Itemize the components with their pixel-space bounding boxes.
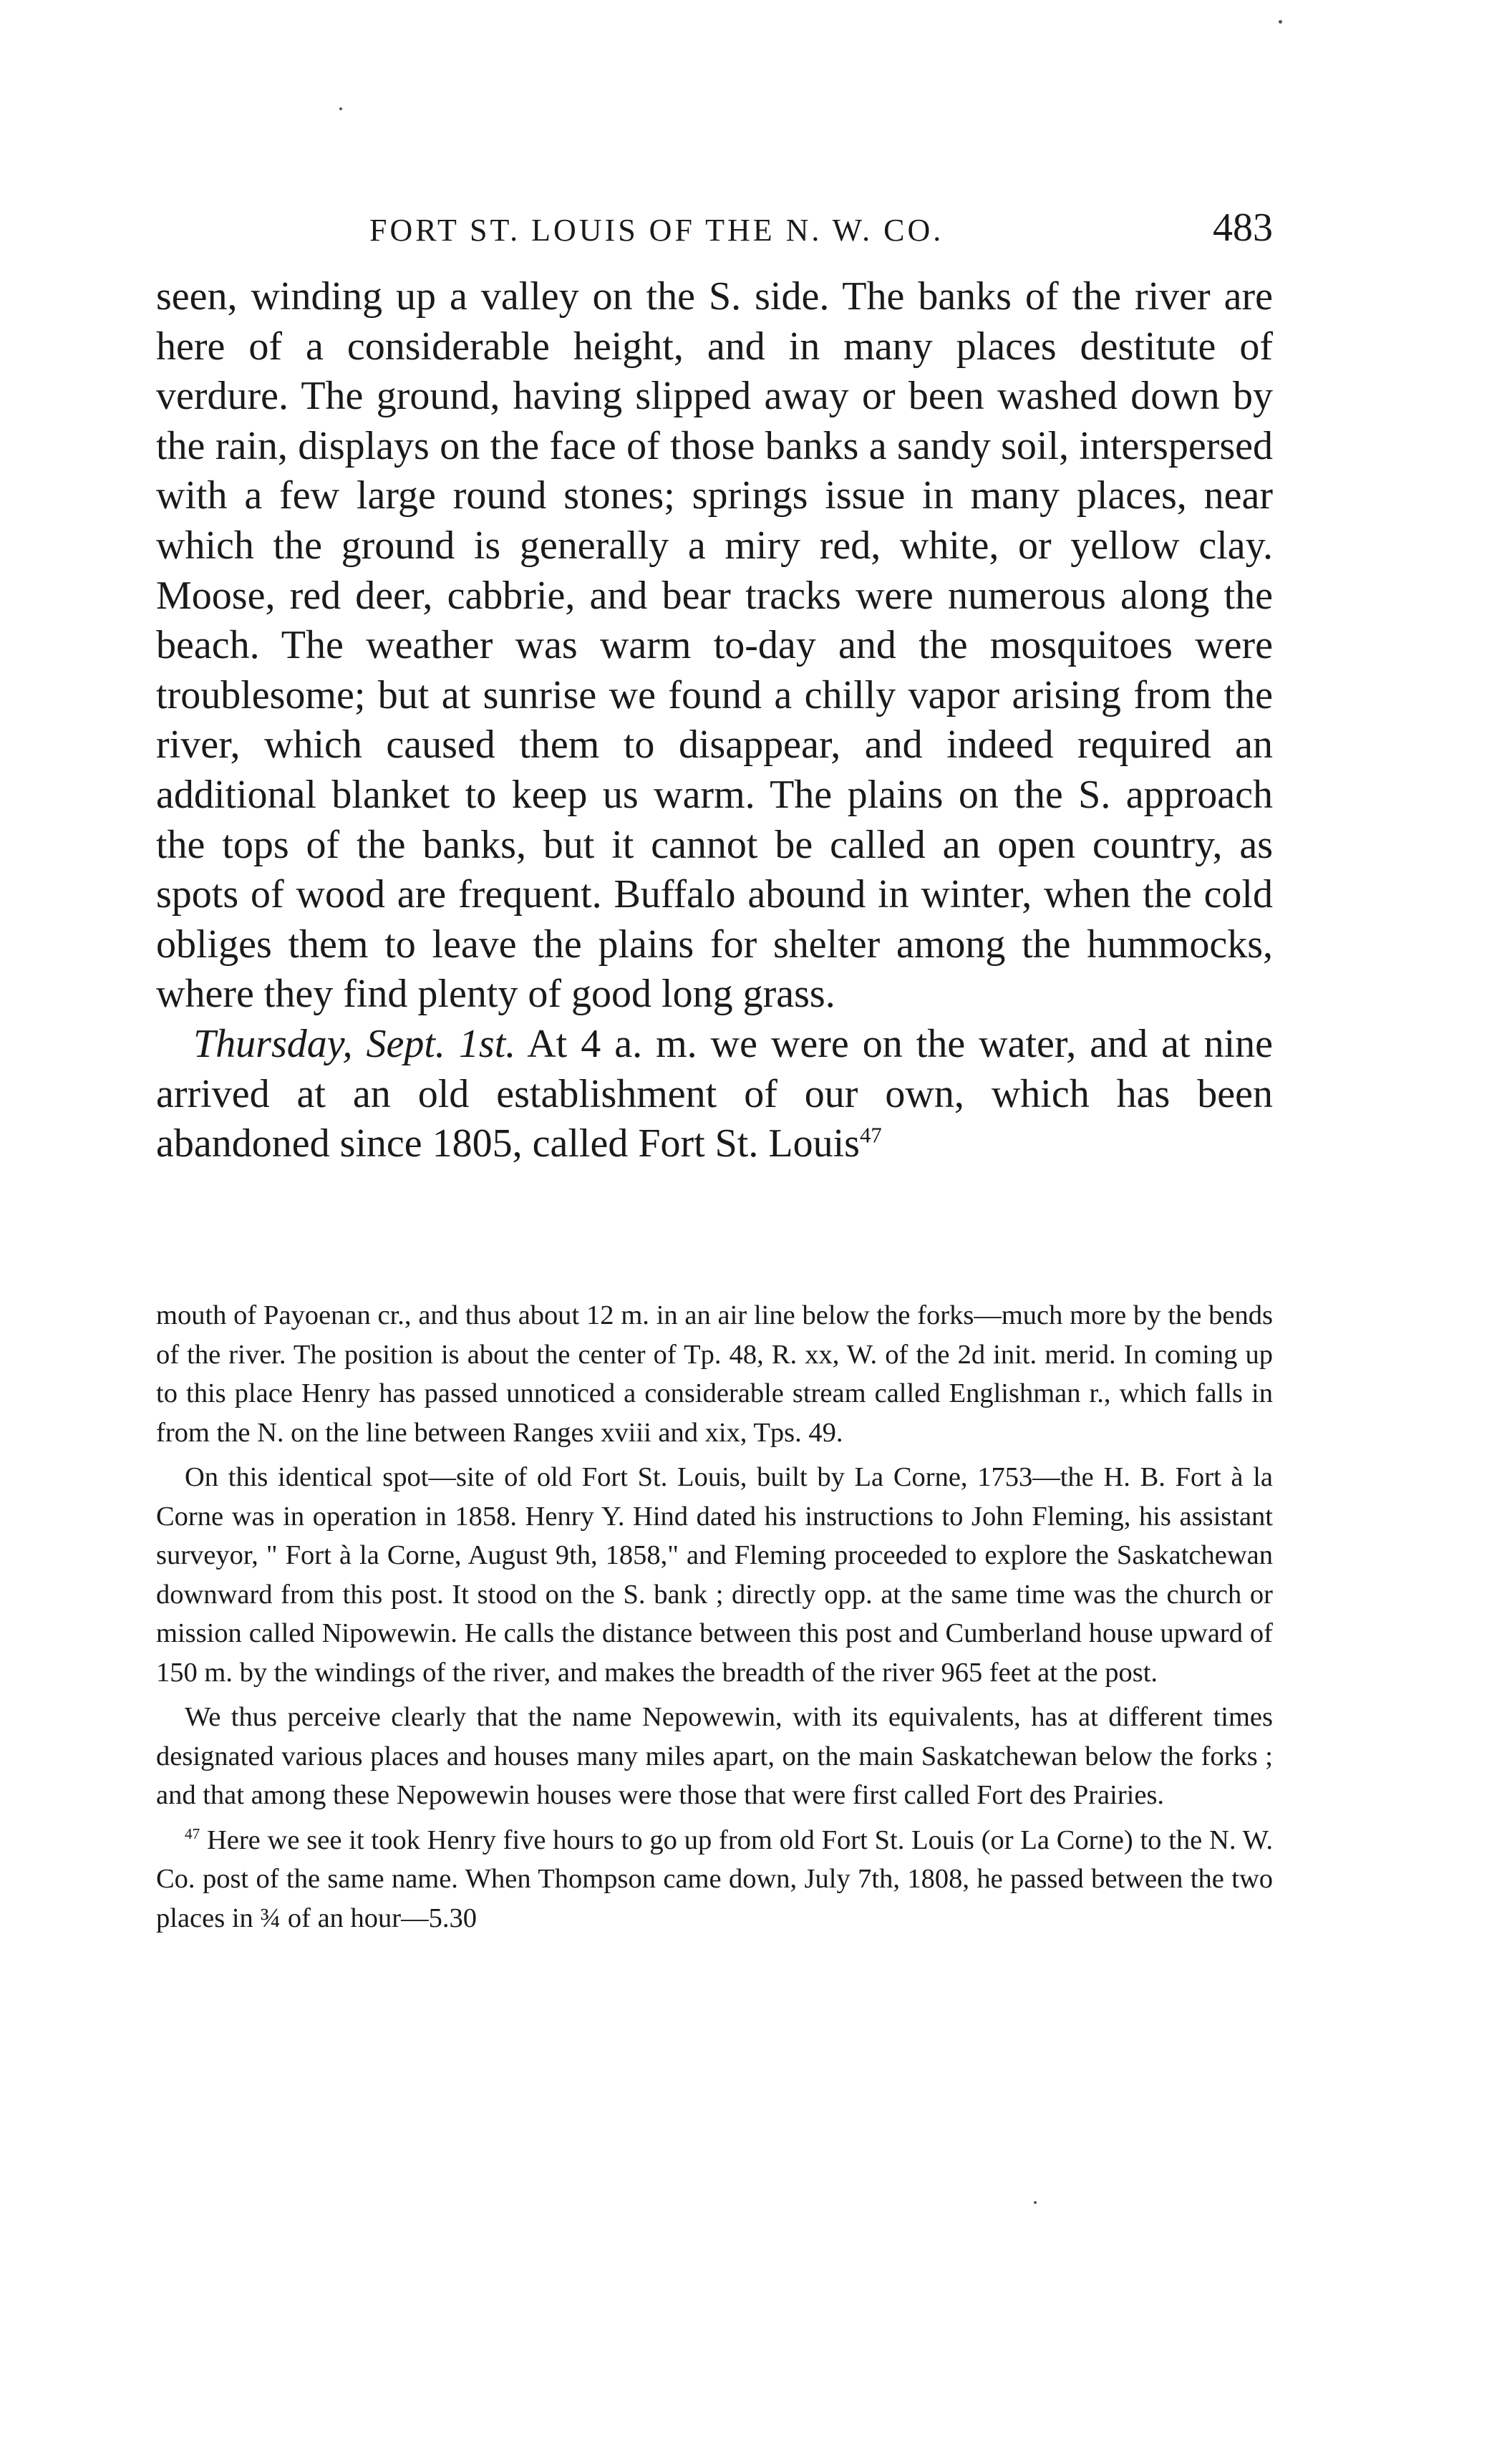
entry-date: Thursday, Sept. 1st. xyxy=(193,1021,516,1066)
footnote-reference: 47 xyxy=(859,1123,882,1148)
paper-speck xyxy=(339,107,342,110)
footnote-paragraph: On this identical spot—site of old Fort St. Louis, built by La Corne, 1753—the H. B. Fort à la Corne was in operation in 1858. Henry Y. Hind dated his instructions to John Fleming, his assistant surveyor, " Fort à la Corne, August 9th, 1858," and Fleming proceeded to explore the Saskatchewan downward from this post. It stood on the S. bank ; directly opp. at the same time was the church or mission called Nipowewin. He calls the distance between this post and Cumberland house upward of 150 m. by the windings of the river, and makes the breadth of the river 965 feet at the post. xyxy=(156,1462,1273,1688)
paper-speck xyxy=(1279,20,1282,24)
running-header xyxy=(162,208,1273,258)
footnote-marker: 47 xyxy=(185,1824,200,1842)
paper-speck xyxy=(1034,2201,1037,2204)
body-paragraph: seen, winding up a valley on the S. side. The banks of the river are here of a considerable height, and in many places destitute of verdure. The ground, having slipped away or been washed down by the rain, displays on the face of those banks a sandy soil, interspersed with a few large round stones; springs issue in many places, near which the ground is generally a miry red, white, or yellow clay. Moose, red deer, cabbrie, and bear tracks were numerous along the beach. The weather was warm to-day and the mosquitoes were troublesome; but at sunrise we found a chilly vapor arising from the river, which caused them to disappear, and indeed required an additional blanket to keep us warm. The plains on the S. approach the tops of the banks, but it cannot be called an open country, as spots of wood are frequent. Buffalo abound in winter, when the cold obliges them to leave the plains for shelter among the hummocks, where they find plenty of good long grass. xyxy=(156,274,1273,1017)
running-title: FORT ST. LOUIS OF THE N. W. CO. xyxy=(369,213,944,248)
footnote-paragraph: We thus perceive clearly that the name Nepowewin, with its equivalents, has at different times designated various places and houses many miles apart, on the main Saskatchewan below the forks ; and that among these Nepowewin houses were those that were first called Fort des Prairies. xyxy=(156,1702,1273,1810)
footnote-47 xyxy=(156,1821,1273,1938)
page-number: 483 xyxy=(1213,206,1273,250)
body-paragraph xyxy=(156,1020,1273,1169)
main-text xyxy=(156,272,1273,1169)
footnotes xyxy=(156,1296,1273,1943)
footnote-continuation: mouth of Payoenan cr., and thus about 12 m. in an air line below the forks—much more by the bends of the river. The position is about the center of Tp. 48, R. xx, W. of the 2d init. merid. In coming up to this place Henry has passed unnoticed a considerable stream called Englishman r., which falls in from the N. on the line between Ranges xviii and xix, Tps. 49. xyxy=(156,1300,1273,1448)
entry-text: At 4 a. m. we were on the water, and at nine arrived at an old establishment of our own, which has been abandoned since 1805, called Fort St. Louis xyxy=(156,1021,1273,1166)
footnote-text: Here we see it took Henry five hours to go up from old Fort St. Louis (or La Corne) to the N. W. Co. post of the same name. When Thompson came down, July 7th, 1808, he passed between the two places in ¾ of an hour—5.30 xyxy=(156,1824,1273,1933)
